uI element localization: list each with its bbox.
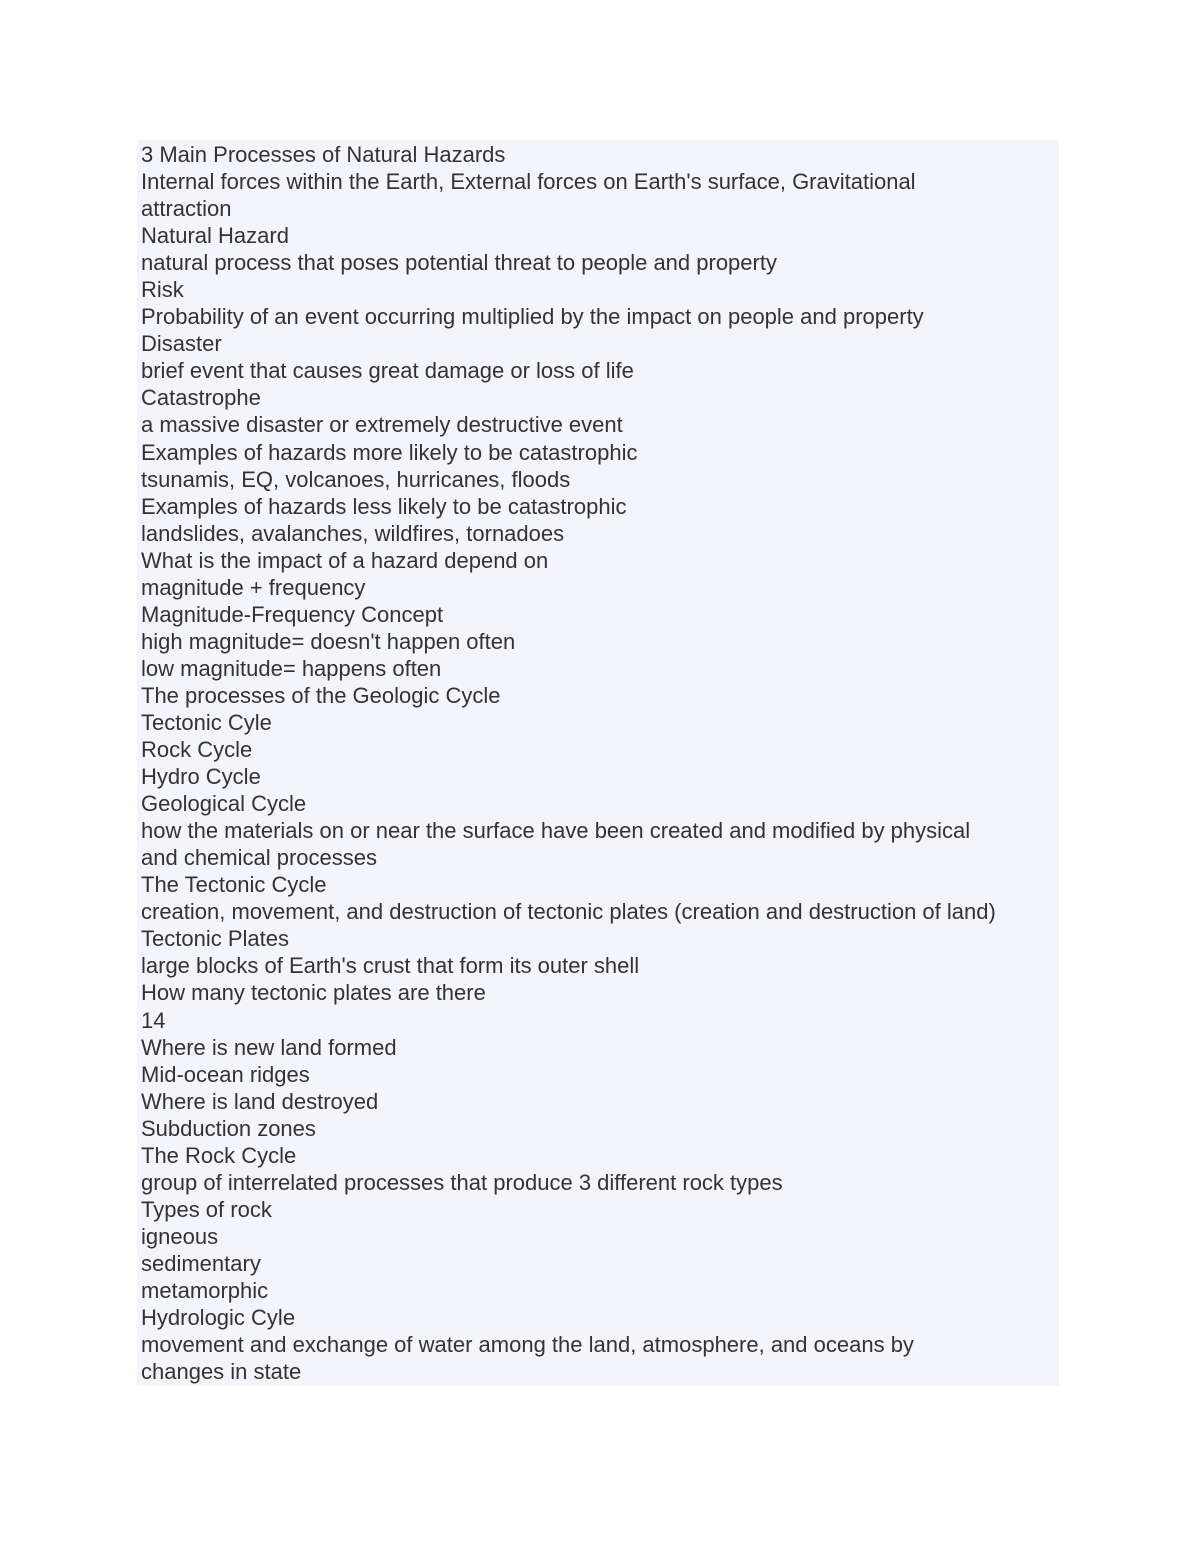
text-line: What is the impact of a hazard depend on — [141, 547, 549, 573]
text-line: changes in state — [141, 1359, 302, 1385]
text-line: sedimentary — [141, 1250, 261, 1276]
text-line: Rock Cycle — [141, 737, 253, 763]
text-line: Hydro Cycle — [141, 764, 261, 790]
text-line: Tectonic Plates — [141, 926, 289, 952]
text-line: natural process that poses potential threat to people and property — [141, 250, 777, 276]
text-line: How many tectonic plates are there — [141, 980, 486, 1006]
text-line: Magnitude-Frequency Concept — [141, 601, 444, 627]
text-line: Where is land destroyed — [141, 1088, 379, 1114]
text-line: Examples of hazards more likely to be catastrophic — [141, 439, 638, 465]
text-line: landslides, avalanches, wildfires, tornadoes — [141, 520, 565, 546]
text-line: Catastrophe — [141, 385, 261, 411]
text-line: Examples of hazards less likely to be catastrophic — [141, 493, 627, 519]
text-line: metamorphic — [141, 1277, 269, 1303]
text-line: attraction — [141, 196, 232, 222]
text-line: high magnitude= doesn't happen often — [141, 628, 516, 654]
text-line: creation, movement, and destruction of tectonic plates (creation and destruction of land) — [141, 899, 996, 925]
text-line: The Tectonic Cycle — [141, 872, 327, 898]
text-line: Internal forces within the Earth, External forces on Earth's surface, Gravitational — [141, 169, 916, 195]
text-line: Risk — [141, 277, 184, 303]
text-line: Probability of an event occurring multiplied by the impact on people and property — [141, 304, 924, 330]
study-text-block — [137, 140, 1059, 1386]
text-line: igneous — [141, 1223, 219, 1249]
text-line: low magnitude= happens often — [141, 655, 442, 681]
text-line: group of interrelated processes that produce 3 different rock types — [141, 1169, 783, 1195]
text-line: tsunamis, EQ, volcanoes, hurricanes, floods — [141, 466, 571, 492]
text-line: The Rock Cycle — [141, 1142, 297, 1168]
text-line: 3 Main Processes of Natural Hazards — [141, 142, 506, 167]
text-line: Hydrologic Cyle — [141, 1305, 296, 1331]
text-line: magnitude + frequency — [141, 574, 366, 600]
text-line: Disaster — [141, 331, 222, 357]
text-line: movement and exchange of water among the land, atmosphere, and oceans by — [141, 1332, 914, 1358]
text-line: Tectonic Cyle — [141, 709, 272, 735]
text-line: Types of rock — [141, 1196, 272, 1222]
text-line: and chemical processes — [141, 845, 378, 871]
text-line: Mid-ocean ridges — [141, 1061, 310, 1087]
text-line: brief event that causes great damage or loss of life — [141, 358, 634, 384]
text-line: Geological Cycle — [141, 791, 307, 817]
text-line: The processes of the Geologic Cycle — [141, 682, 501, 708]
text-line: how the materials on or near the surface have been created and modified by physical — [141, 818, 971, 844]
text-line: a massive disaster or extremely destructive event — [141, 412, 623, 438]
text-line: large blocks of Earth's crust that form its outer shell — [141, 953, 640, 979]
text-line: 14 — [141, 1007, 166, 1033]
text-line: Natural Hazard — [141, 223, 289, 249]
text-line: Subduction zones — [141, 1115, 316, 1141]
text-line: Where is new land formed — [141, 1034, 397, 1060]
